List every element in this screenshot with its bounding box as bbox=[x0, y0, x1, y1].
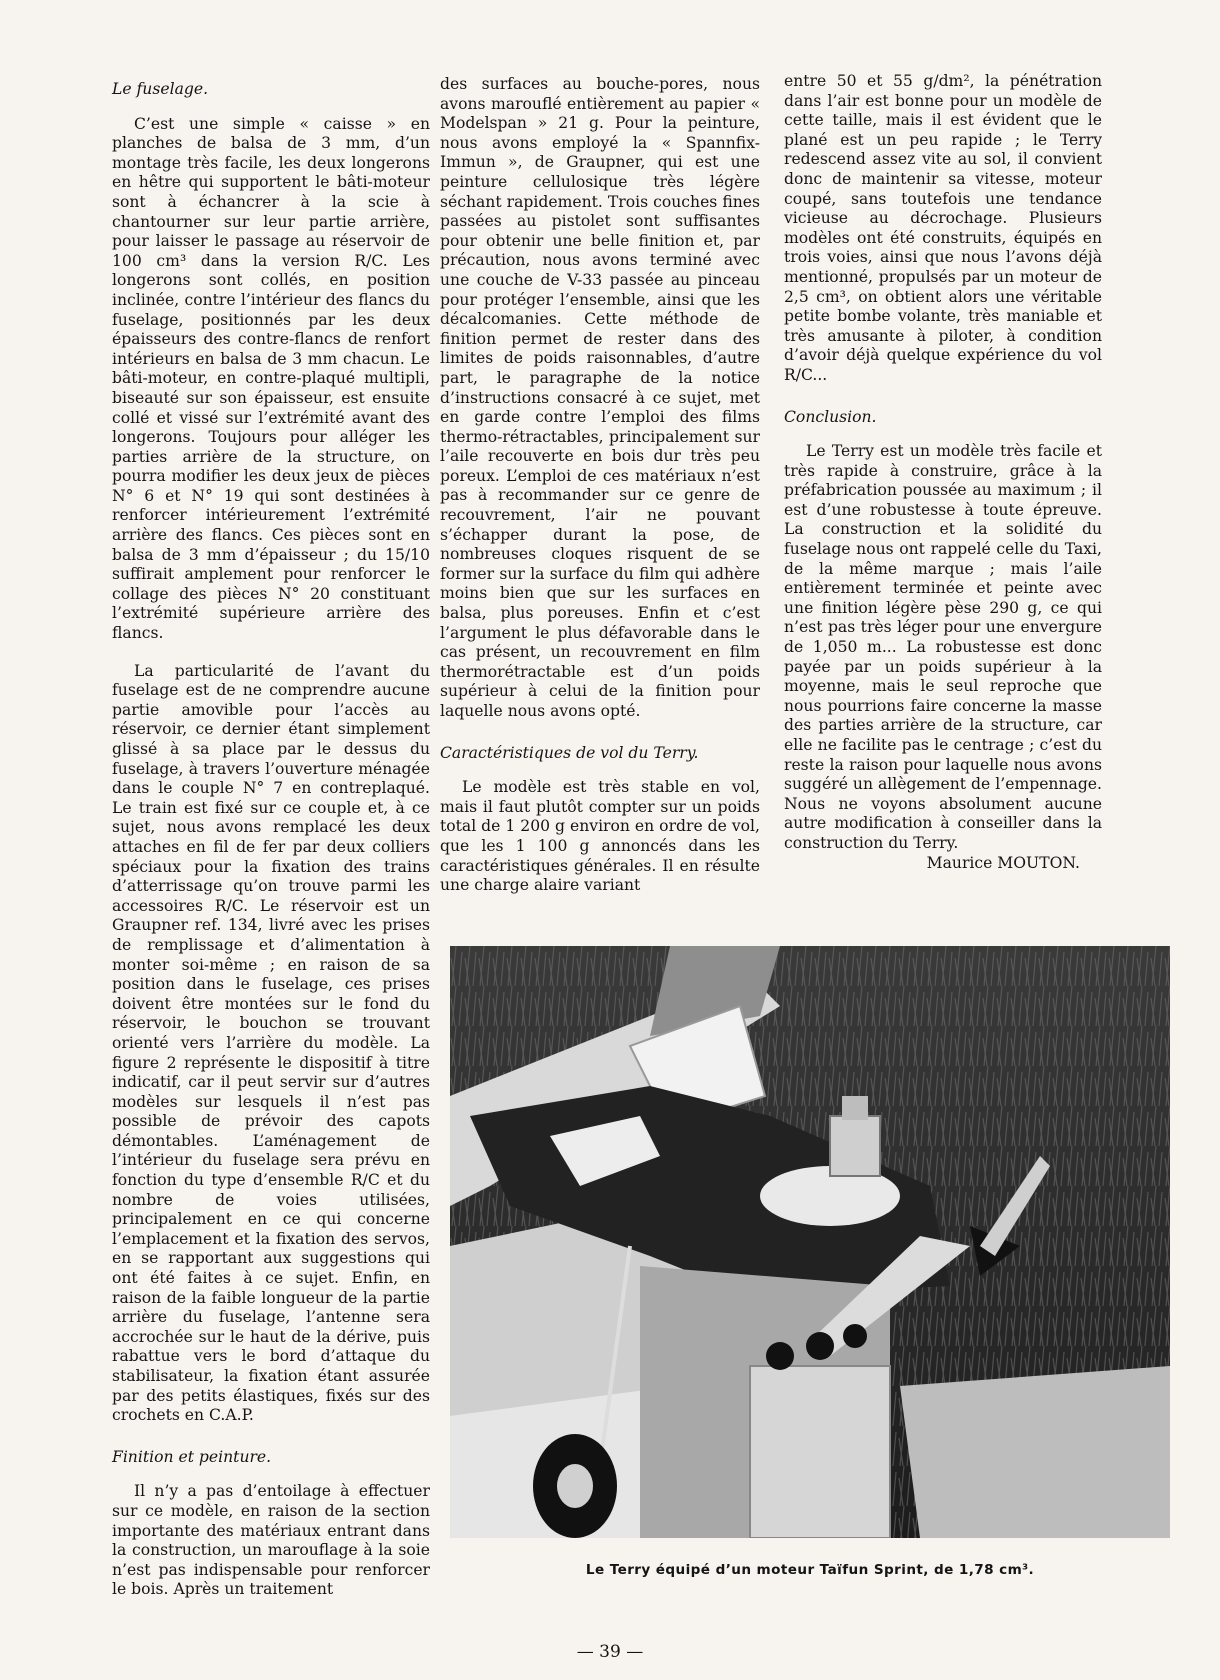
section-heading-conclusion: Conclusion. bbox=[784, 407, 877, 426]
page-number: — 39 — bbox=[576, 1642, 644, 1662]
paragraph: Le modèle est très stable en vol, mais il faut plutôt compter sur un poids total de 1 200 g environ en ordre de vol, que les 1 100 g annoncés dans les caractéristiques générales. Il en résulte une charge alaire variant bbox=[440, 778, 760, 895]
paragraph: C’est une simple « caisse » en planches de balsa de 3 mm, d’un montage très facile, les deux longerons en hêtre qui supportent le bâti-moteur sont à échancrer à la scie à chantourner sur leur partie arrière, pour laisser le passage au réservoir de 100 cm³ dans la version R/C. Les longerons sont collés, en position inclinée, contre l’intérieur des flancs du fuselage, positionnés par les deux épaisseurs des contre-flancs de renfort intérieurs en balsa de 3 mm chacun. Le bâti-moteur, en contre-plaqué multipli, biseauté sur son épaisseur, est ensuite collé et vissé sur l’extrémité avant des longerons. Toujours pour alléger les parties arrière de la structure, on pourra modifier les deux jeux de pièces N° 6 et N° 19 qui sont destinées à renforcer intérieurement l’extrémité arrière des flancs. Ces pièces sont en balsa de 3 mm d’épaisseur ; du 15/10 suffirait amplement pour renforcer le collage des pièces N° 20 constituant l’extrémité supérieure arrière des flancs. bbox=[112, 114, 430, 643]
paragraph: des surfaces au bouche-pores, nous avons marouflé entièrement au papier « Modelspan » 21 g. Pour la peinture, nous avons employé la « Spannfix-Immun », de Graupner, qui est une peinture cellulosique très légère séchant rapidement. Trois couches fines passées au pistolet sont suffisantes pour obtenir une belle finition et, par précaution, nous avons terminé avec une couche de V-33 passée au pinceau pour protéger l’ensemble, ainsi que les décalcomanies. Cette méthode de finition permet de rester dans des limites de poids raisonnables, d’autre part, le paragraphe de la notice d’instructions consacré à ce sujet, met en garde contre l’emploi des films thermo-rétractables, principalement sur l’aile recouverte en bois dur très peu poreux. L’emploi de ces matériaux n’est pas à recommander sur ce genre de recouvrement, l’air ne pouvant s’échapper durant la pose, de nombreuses cloques risquent de se former sur la surface du film qui adhère moins bien que sur les surfaces en balsa, plus poreuses. Enfin et c’est l’argument le plus défavorable dans le cas présent, un recouvrement en film thermorétractable est d’un poids supérieur à celui de la finition pour laquelle nous avons opté. bbox=[440, 75, 760, 720]
photo-model-airplane bbox=[450, 946, 1170, 1538]
section-heading-fuselage: Le fuselage. bbox=[112, 80, 209, 98]
column-1 bbox=[112, 80, 430, 1600]
column-3 bbox=[784, 72, 1102, 873]
paragraph: entre 50 et 55 g/dm², la pénétration dans l’air est bonne pour un modèle de cette taille, mais il est évident que le plané est un peu rapide ; le Terry redescend assez vite au sol, il convient donc de maintenir sa vitesse, moteur coupé, sans toutefois une tendance vicieuse au décrochage. Plusieurs modèles ont été construits, équipés en trois voies, ainsi que nous l’avons déjà mentionné, propulsés par un moteur de 2,5 cm³, on obtient alors une véritable petite bombe volante, très maniable et très amusante à piloter, à condition d’avoir déjà quelque expérience du vol R/C... bbox=[784, 72, 1102, 384]
model-airplane-illustration bbox=[450, 946, 1170, 1538]
paragraph: Il n’y a pas d’entoilage à effectuer sur ce modèle, en raison de la section importante des matériaux entrant dans la construction, un marouflage à la soie n’est pas indispensable pour renforcer le bois. Après un traitement bbox=[112, 1482, 430, 1599]
author-signature: Maurice MOUTON. bbox=[926, 853, 1080, 872]
section-heading-vol: Caractéristiques de vol du Terry. bbox=[440, 743, 699, 762]
section-heading-finition: Finition et peinture. bbox=[112, 1447, 272, 1466]
column-2 bbox=[440, 75, 760, 896]
photo-caption: Le Terry équipé d’un moteur Taïfun Sprint, de 1,78 cm³. bbox=[585, 1562, 1035, 1578]
paragraph: La particularité de l’avant du fuselage est de ne comprendre aucune partie amovible pour l’accès au réservoir, ce dernier étant simplement glissé à sa place par le dessus du fuselage, à travers l’ouverture ménagée dans le couple N° 7 en contreplaqué. Le train est fixé sur ce couple et, à ce sujet, nous avons remplacé les deux attaches en fil de fer par deux colliers spéciaux pour la fixation des trains d’atterrissage qu’on trouve parmi les accessoires R/C. Le réservoir est un Graupner ref. 134, livré avec les prises de remplissage et d’alimentation à monter soi-même ; en raison de sa position dans le fuselage, ces prises doivent être montées sur le fond du réservoir, le bouchon se trouvant orienté vers l’arrière du modèle. La figure 2 représente le dispositif à titre indicatif, car il peut servir sur d’autres modèles sur lesquels il n’est pas possible de prévoir des capots démontables. L’aménagement de l’intérieur du fuselage sera prévu en fonction du type d’ensemble R/C et du nombre de voies utilisées, principalement en ce qui concerne l’emplacement et la fixation des servos, en se rapportant aux suggestions qui ont été faites à ce sujet. Enfin, en raison de la faible longueur de la partie arrière du fuselage, l’antenne sera accrochée sur le haut de la dérive, puis rabattue vers le bord d’attaque du stabilisateur, la fixation étant assurée par des petits élastiques, fixés sur des crochets en C.A.P. bbox=[112, 661, 430, 1425]
paragraph: Le Terry est un modèle très facile et très rapide à construire, grâce à la préfabrication poussée au maximum ; il est d’une robustesse à toute épreuve. La construction et la solidité du fuselage nous ont rappelé celle du Taxi, de la même marque ; mais l’aile entièrement terminée et peinte avec une finition légère pèse 290 g, ce qui n’est pas très léger pour une envergure de 1,050 m... La robustesse est donc payée par un poids supérieur à la moyenne, mais le seul reproche que nous pourrions faire concerne la masse des parties arrière de la structure, car elle ne facilite pas le centrage ; c’est du reste la raison pour laquelle nous avons suggéré un allègement de l’empennage. Nous ne voyons absolument aucune autre modification à conseiller dans la construction du Terry. bbox=[784, 442, 1102, 852]
